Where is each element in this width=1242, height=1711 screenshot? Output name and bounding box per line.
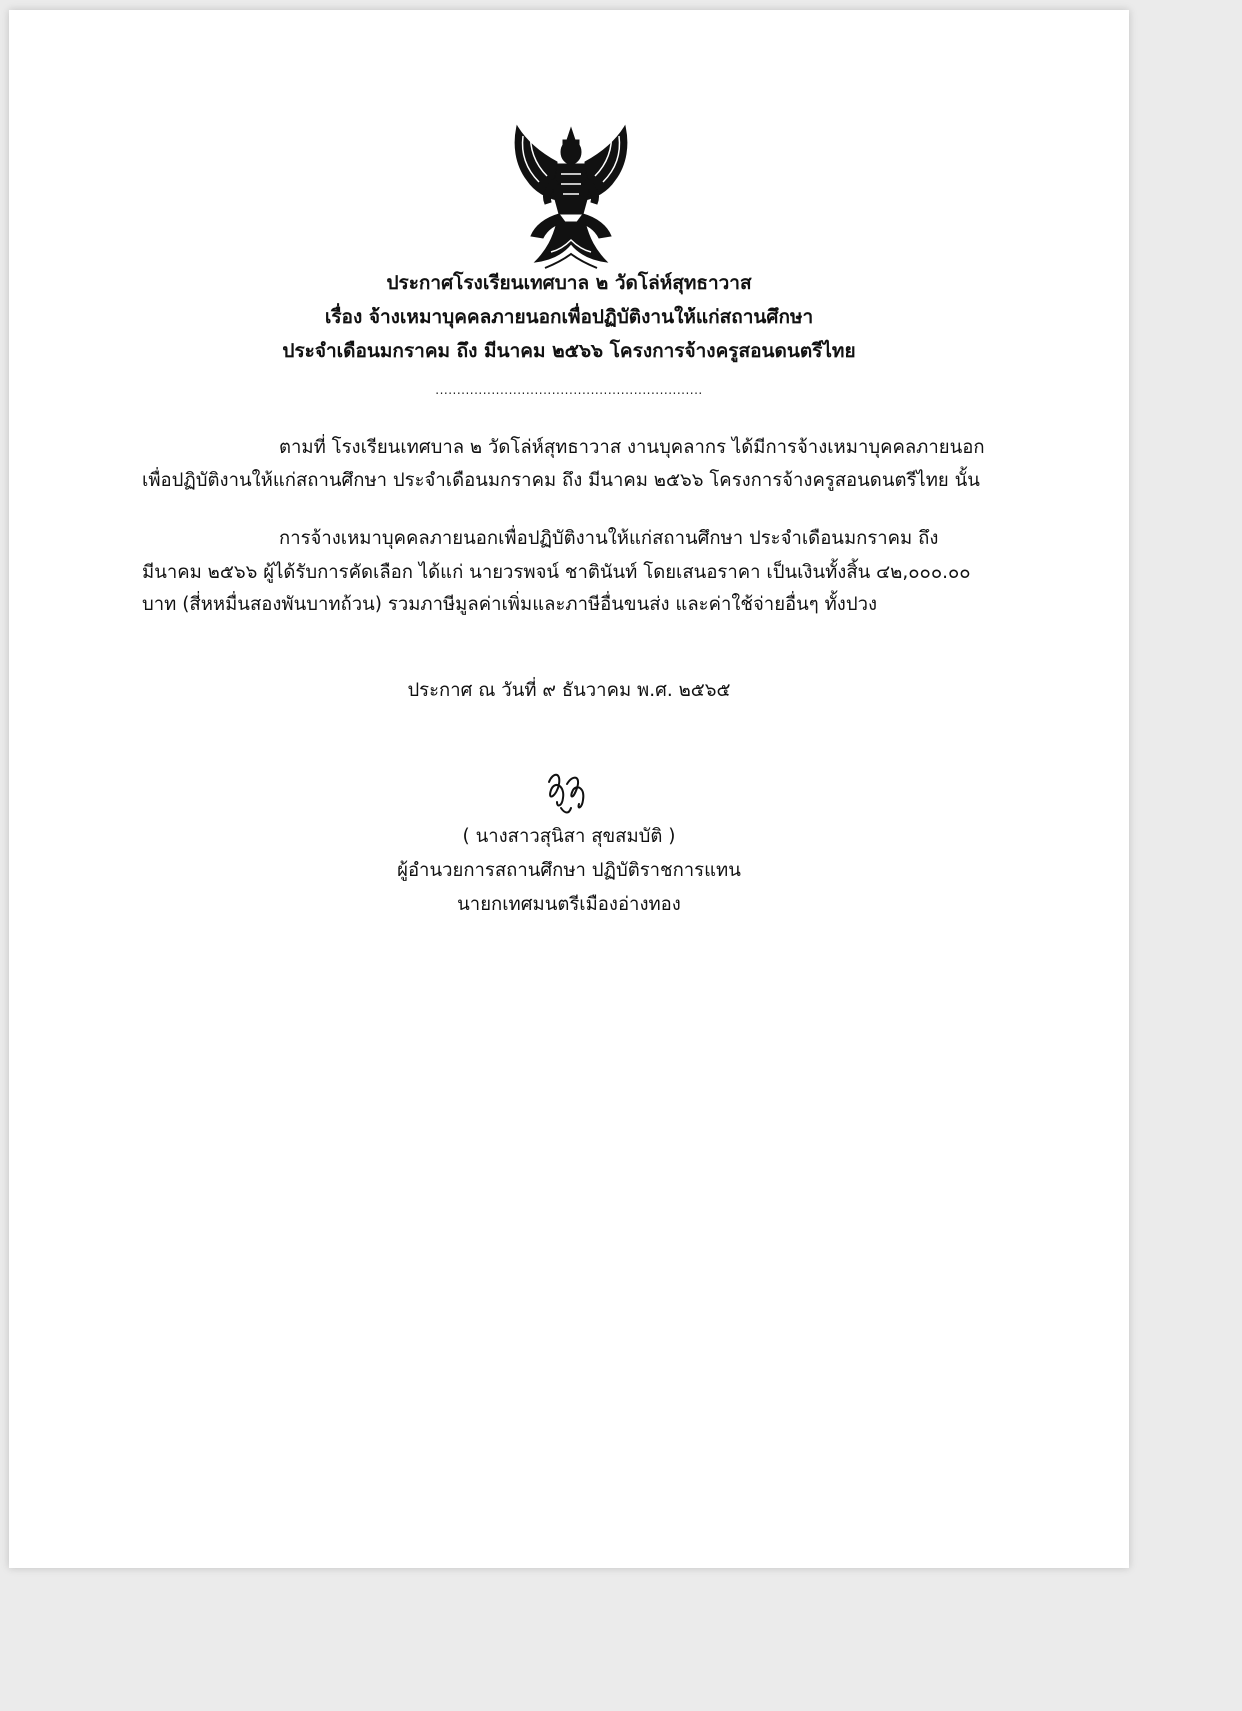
announcement-date: ประกาศ ณ วันที่ ๙ ธันวาคม พ.ศ. ๒๕๖๕ [407,680,731,701]
announcement-subject: เรื่อง จ้างเหมาบุคคลภายนอกเพื่อปฏิบัติงานให้แก่สถานศึกษา [324,306,814,328]
garuda-emblem-icon [505,122,637,274]
paragraph-2-line-2: มีนาคม ๒๕๖๖ ผู้ได้รับการคัดเลือก ได้แก่ นายวรพจน์ ชาตินันท์ โดยเสนอราคา เป็นเงินทั้งสิ้น ๔๒,๐๐๐.๐๐ [142,562,971,583]
paragraph-2-line-3: บาท (สี่หหมื่นสองพันบาทถ้วน) รวมภาษีมูลค่าเพิ่มและภาษีอื่นขนส่ง และค่าใช้จ่ายอื่นๆ ทั้งปวง [142,594,878,615]
signatory-position: ผู้อำนวยการสถานศึกษา ปฏิบัติราชการแทน [397,860,741,881]
handwritten-signature [535,762,605,822]
paragraph-2-line-1: การจ้างเหมาบุคคลภายนอกเพื่อปฏิบัติงานให้แก่สถานศึกษา ประจำเดือนมกราคม ถึง [279,528,939,549]
signatory-name: ( นางสาวสุนิสา สุขสมบัติ ) [462,826,676,847]
paragraph-1-line-1: ตามที่ โรงเรียนเทศบาล ๒ วัดโล่ห์สุทธาวาส งานบุคลากร ได้มีการจ้างเหมาบุคคลภายนอก [279,437,985,458]
signatory-authority: นายกเทศมนตรีเมืองอ่างทอง [457,894,681,915]
announcement-period: ประจำเดือนมกราคม ถึง มีนาคม ๒๕๖๖ โครงการจ้างครูสอนดนตรีไทย [282,340,856,362]
heading-divider: .............................................................. [435,383,703,397]
paragraph-1-line-2: เพื่อปฏิบัติงานให้แก่สถานศึกษา ประจำเดือนมกราคม ถึง มีนาคม ๒๕๖๖ โครงการจ้างครูสอนดนตรีไทย นั้น [142,470,980,491]
announcement-title: ประกาศโรงเรียนเทศบาล ๒ วัดโล่ห์สุทธาวาส [386,272,752,294]
document-page [9,10,1129,1568]
